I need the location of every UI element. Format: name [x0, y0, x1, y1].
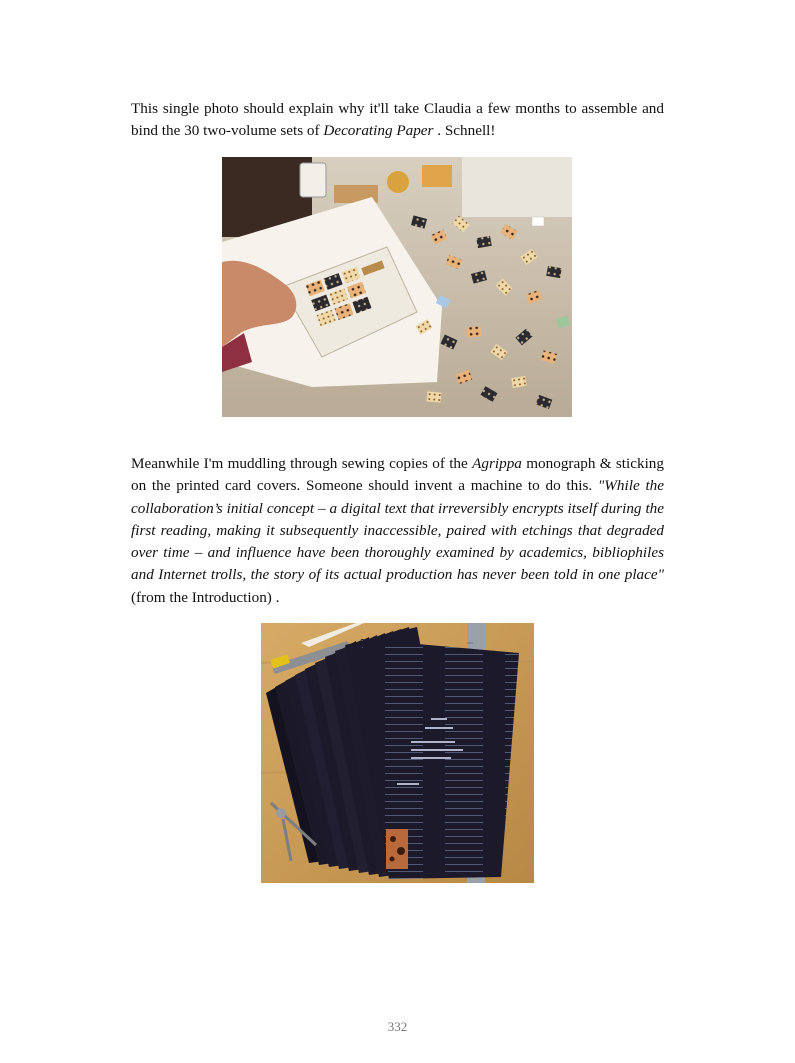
paragraph2-text-b: monograph & sticking on the printed card covers. Someone should invent a machine to do this.	[131, 455, 664, 495]
photo-decorating-paper-assembly	[222, 157, 572, 417]
page-number: 332	[387, 1019, 408, 1034]
paragraph1-text-b: . Schnell!	[433, 122, 496, 140]
paragraph-decorating-paper	[131, 98, 664, 143]
agrippa-title: Agrippa	[472, 455, 522, 472]
introduction-quote: "While the collaboration’s initial concept – a digital text that irreversibly encrypts itself during the first reading, making it subsequently inaccessible, paired with etchings that degraded over time – and influence have been thoroughly examined by academics, bibliophiles and Internet trolls, the story of its actual production has never been told in one place"	[131, 477, 665, 584]
paragraph-agrippa	[131, 453, 664, 609]
paragraph1-text-a: This single photo should explain why it'll take Claudia a few months to assemble and bind the 30 two-volume sets of	[131, 100, 664, 140]
photo-agrippa-covers	[261, 623, 534, 883]
paragraph2-text-a: Meanwhile I'm muddling through sewing copies of the	[131, 455, 473, 472]
photo2-drawing	[261, 623, 534, 883]
photo1-drawing	[222, 157, 572, 417]
paragraph2-text-c: (from the Introduction) .	[131, 588, 280, 606]
decorating-paper-title: Decorating Paper	[323, 122, 434, 140]
